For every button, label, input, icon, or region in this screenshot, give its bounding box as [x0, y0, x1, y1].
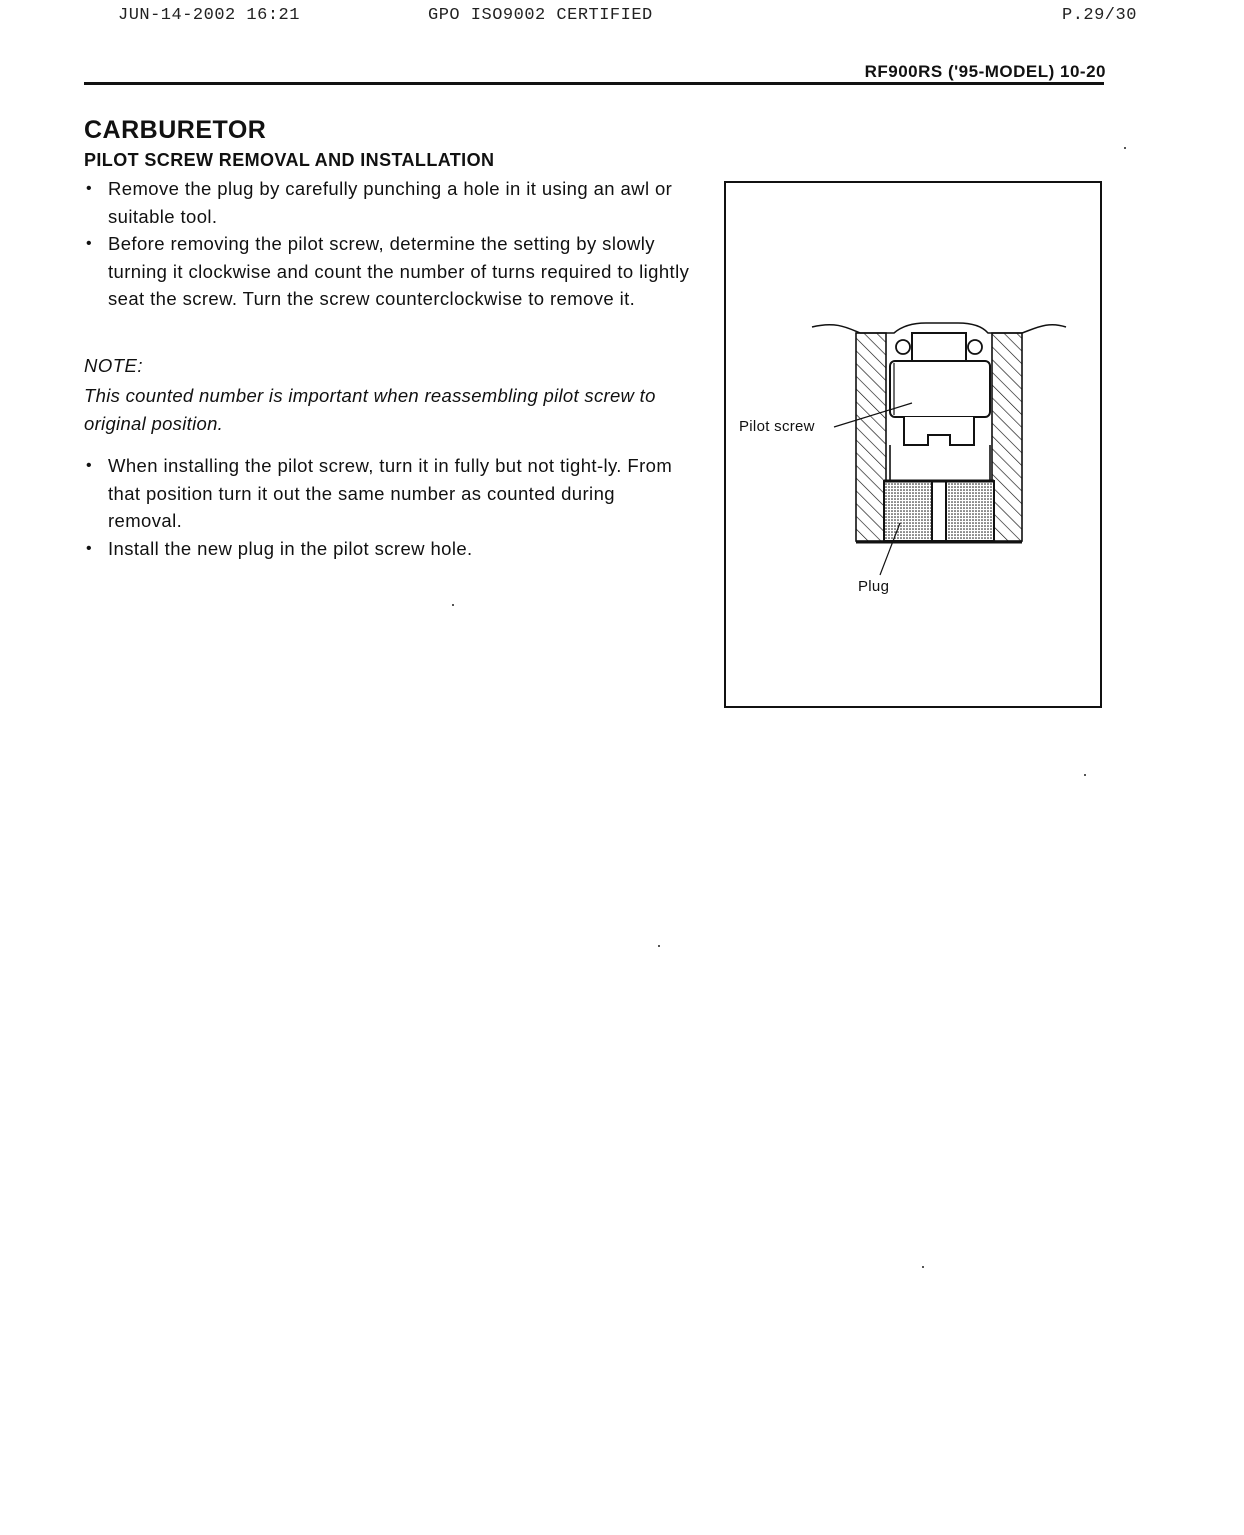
scan-speck [658, 945, 660, 947]
list-item-text: When installing the pilot screw, turn it in fully but not tight-ly. From that position turn it out the same number as counted during removal. [108, 455, 673, 531]
list-item [84, 535, 694, 563]
header-rule [84, 82, 1104, 85]
fax-date-time: JUN-14-2002 16:21 [118, 6, 300, 25]
body-outline [1022, 325, 1066, 333]
plug-center [932, 481, 946, 541]
right-bore-wall [992, 333, 1022, 541]
pilot-screw-label: Pilot screw [739, 418, 815, 435]
scan-speck [1084, 774, 1086, 776]
list-item-text: Remove the plug by carefully punching a hole in it using an awl or suitable tool. [108, 178, 673, 227]
o-ring-right [968, 340, 982, 354]
body-outline [860, 323, 1022, 333]
note-text: This counted number is important when reassembling pilot screw to original position. [84, 385, 656, 434]
fax-page-number: P.29/30 [1062, 6, 1137, 25]
section-title: CARBURETOR [84, 116, 267, 144]
scan-speck [1124, 147, 1126, 149]
instruction-list-removal [84, 175, 694, 313]
bullet-icon: • [86, 180, 93, 197]
list-item-text: Before removing the pilot screw, determine the setting by slowly turning it clockwise and count the number of turns required to lightly seat the screw. Turn the screw counterclockwise to remove it. [108, 233, 690, 309]
scan-speck [922, 1266, 924, 1268]
plug-label: Plug [858, 578, 890, 595]
screw-stem [912, 333, 966, 361]
pilot-screw-figure [724, 181, 1102, 708]
screw-slot [904, 417, 974, 445]
bullet-icon: • [86, 235, 93, 252]
list-item-text: Install the new plug in the pilot screw hole. [108, 537, 473, 559]
plug-left [884, 481, 932, 541]
list-item [84, 175, 694, 230]
list-item [84, 230, 694, 313]
list-item [84, 452, 694, 535]
note-label: NOTE: [84, 355, 144, 376]
screw-head [890, 361, 990, 417]
running-head: RF900RS ('95-MODEL) 10-20 [864, 62, 1106, 81]
scan-speck [452, 604, 454, 606]
left-bore-wall [856, 333, 886, 541]
pilot-screw-diagram [726, 183, 1100, 706]
o-ring-left [896, 340, 910, 354]
fax-certification: GPO ISO9002 CERTIFIED [428, 6, 653, 25]
body-outline [812, 325, 860, 333]
subsection-title: PILOT SCREW REMOVAL AND INSTALLATION [84, 150, 495, 170]
plug-right [946, 481, 994, 541]
instruction-list-installation [84, 452, 694, 562]
bullet-icon: • [86, 539, 93, 557]
bullet-icon: • [86, 457, 93, 474]
